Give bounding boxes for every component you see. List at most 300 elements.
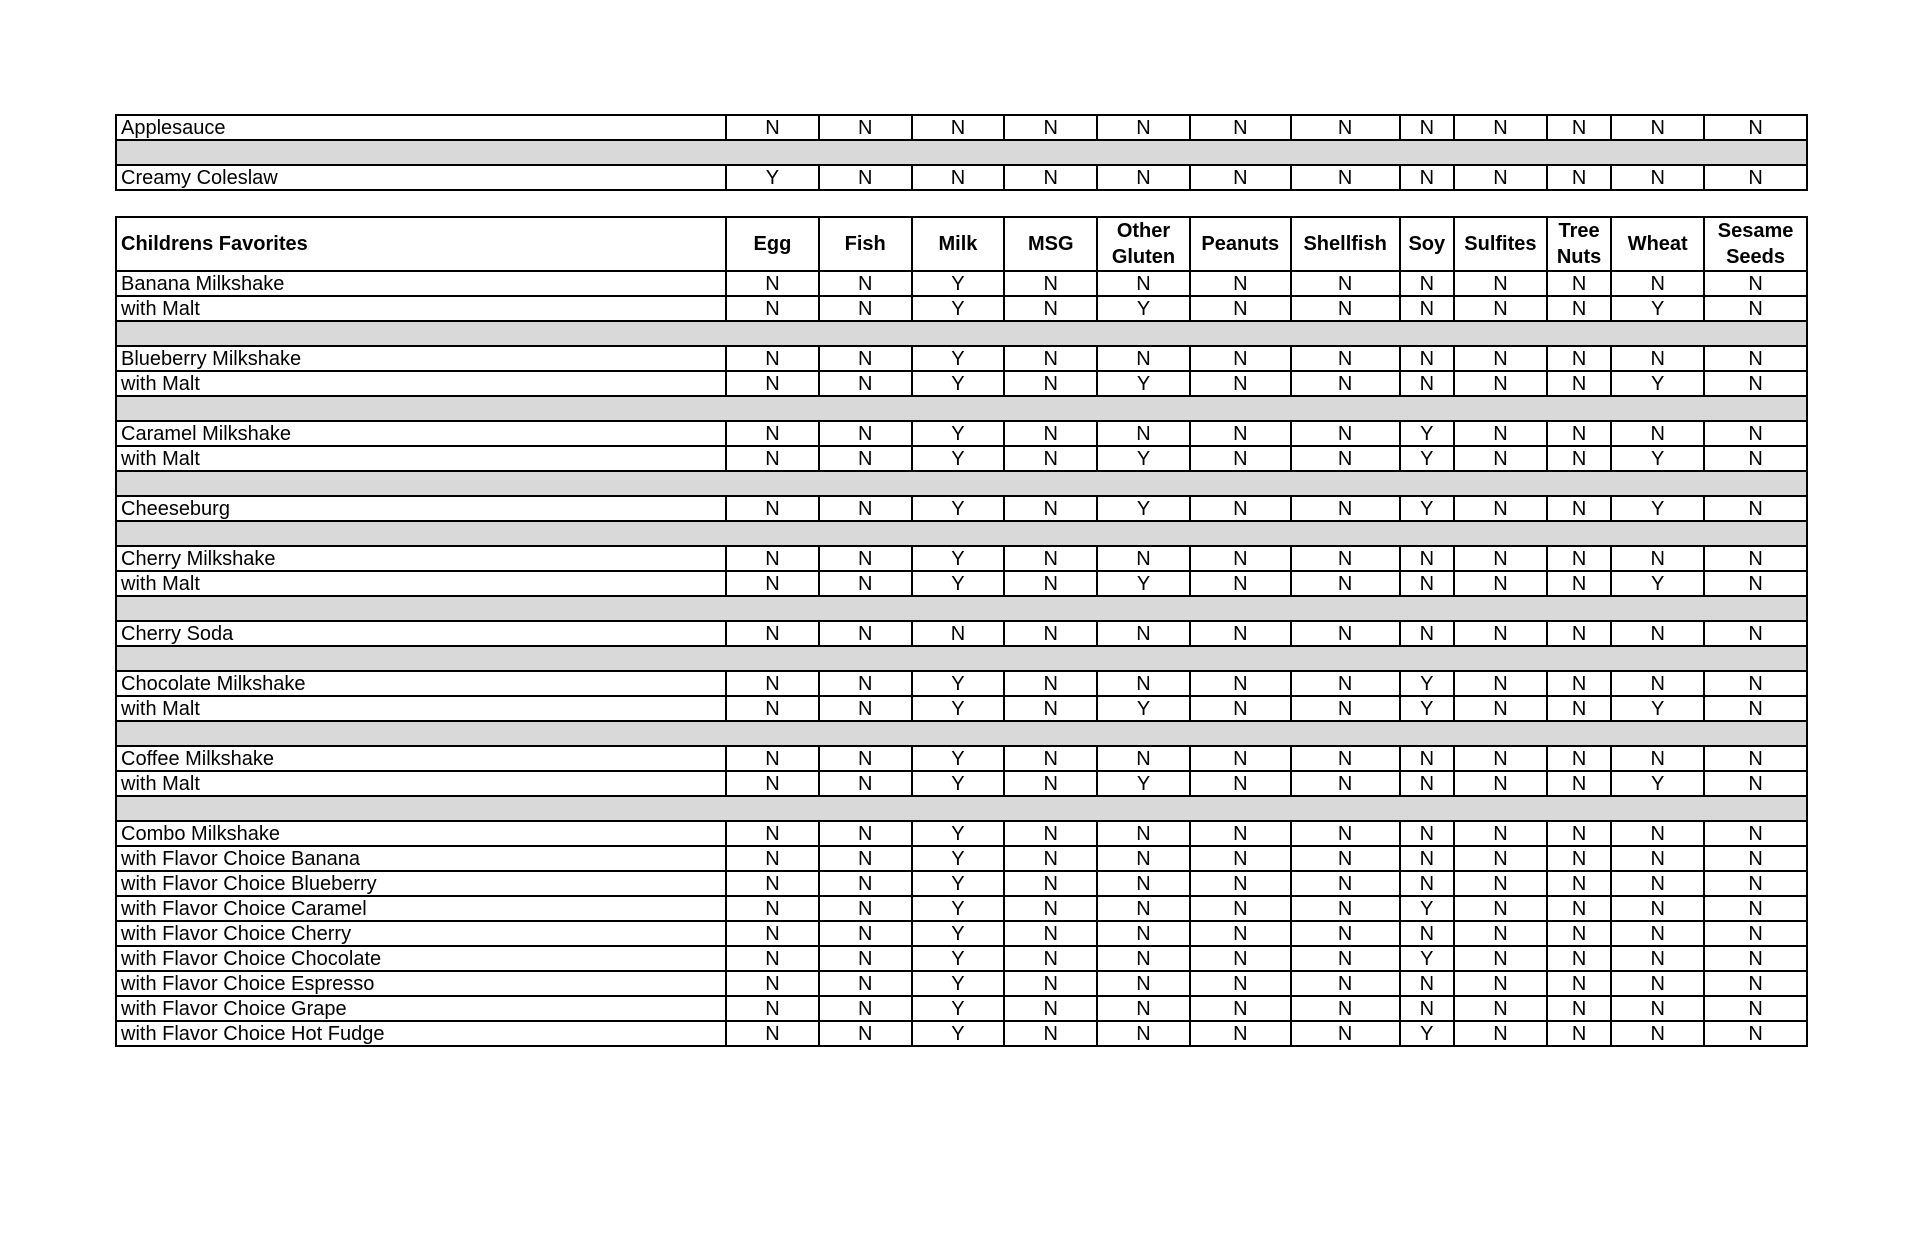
- allergen-cell-sesame-seeds: N: [1704, 896, 1807, 921]
- table-row: [116, 496, 1807, 521]
- allergen-cell-tree-nuts: N: [1547, 771, 1612, 796]
- allergen-cell-wheat: N: [1611, 896, 1704, 921]
- allergen-cell-wheat: N: [1611, 621, 1704, 646]
- allergen-cell-tree-nuts: N: [1547, 371, 1612, 396]
- allergen-cell-msg: N: [1004, 871, 1097, 896]
- allergen-cell-shellfish: N: [1291, 771, 1400, 796]
- allergen-cell-peanuts: N: [1190, 271, 1291, 296]
- allergen-cell-wheat: N: [1611, 971, 1704, 996]
- spacer-row: [116, 471, 1807, 496]
- allergen-cell-fish: N: [819, 346, 912, 371]
- allergen-cell-soy: N: [1400, 346, 1454, 371]
- allergen-cell-tree-nuts: N: [1547, 296, 1612, 321]
- table-row: [116, 996, 1807, 1021]
- allergen-cell-sesame-seeds: N: [1704, 671, 1807, 696]
- allergen-cell-egg: N: [726, 621, 819, 646]
- allergen-cell-fish: N: [819, 846, 912, 871]
- spacer-cell: [116, 521, 1807, 546]
- allergen-cell-other-gluten: N: [1097, 921, 1190, 946]
- allergen-cell-sulfites: N: [1454, 996, 1547, 1021]
- allergen-cell-msg: N: [1004, 115, 1097, 140]
- item-name: Cherry Soda: [116, 621, 726, 646]
- allergen-cell-msg: N: [1004, 671, 1097, 696]
- item-name: Blueberry Milkshake: [116, 346, 726, 371]
- allergen-cell-fish: N: [819, 821, 912, 846]
- allergen-cell-sulfites: N: [1454, 546, 1547, 571]
- allergen-cell-wheat: N: [1611, 346, 1704, 371]
- allergen-cell-other-gluten: Y: [1097, 771, 1190, 796]
- allergen-cell-sulfites: N: [1454, 746, 1547, 771]
- allergen-cell-other-gluten: Y: [1097, 696, 1190, 721]
- allergen-cell-egg: N: [726, 421, 819, 446]
- allergen-cell-peanuts: N: [1190, 165, 1291, 190]
- allergen-cell-soy: N: [1400, 771, 1454, 796]
- allergen-cell-sesame-seeds: N: [1704, 165, 1807, 190]
- allergen-cell-fish: N: [819, 971, 912, 996]
- allergen-cell-tree-nuts: N: [1547, 421, 1612, 446]
- allergen-cell-fish: N: [819, 496, 912, 521]
- spacer-cell: [116, 646, 1807, 671]
- allergen-cell-wheat: N: [1611, 671, 1704, 696]
- allergen-cell-other-gluten: N: [1097, 271, 1190, 296]
- allergen-cell-sulfites: N: [1454, 165, 1547, 190]
- allergen-cell-soy: N: [1400, 115, 1454, 140]
- item-name: with Flavor Choice Grape: [116, 996, 726, 1021]
- allergen-sheet: [115, 114, 1808, 1047]
- allergen-cell-milk: Y: [912, 971, 1005, 996]
- table-row: [116, 896, 1807, 921]
- allergen-cell-shellfish: N: [1291, 446, 1400, 471]
- spacer-cell: [116, 140, 1807, 165]
- allergen-cell-msg: N: [1004, 621, 1097, 646]
- allergen-cell-msg: N: [1004, 846, 1097, 871]
- allergen-cell-milk: Y: [912, 821, 1005, 846]
- allergen-cell-soy: Y: [1400, 896, 1454, 921]
- allergen-cell-peanuts: N: [1190, 921, 1291, 946]
- allergen-cell-msg: N: [1004, 546, 1097, 571]
- allergen-cell-shellfish: N: [1291, 821, 1400, 846]
- allergen-cell-sesame-seeds: N: [1704, 996, 1807, 1021]
- allergen-cell-msg: N: [1004, 271, 1097, 296]
- allergen-cell-other-gluten: N: [1097, 546, 1190, 571]
- allergen-cell-sulfites: N: [1454, 115, 1547, 140]
- item-name: Coffee Milkshake: [116, 746, 726, 771]
- allergen-cell-other-gluten: N: [1097, 746, 1190, 771]
- allergen-cell-tree-nuts: N: [1547, 746, 1612, 771]
- allergen-cell-egg: N: [726, 821, 819, 846]
- allergen-cell-sulfites: N: [1454, 946, 1547, 971]
- allergen-cell-shellfish: N: [1291, 971, 1400, 996]
- allergen-cell-other-gluten: Y: [1097, 371, 1190, 396]
- allergen-cell-egg: N: [726, 296, 819, 321]
- allergen-cell-msg: N: [1004, 921, 1097, 946]
- allergen-cell-milk: Y: [912, 346, 1005, 371]
- allergen-cell-msg: N: [1004, 571, 1097, 596]
- childrens-table-body: [116, 271, 1807, 1046]
- allergen-cell-other-gluten: N: [1097, 165, 1190, 190]
- allergen-cell-sesame-seeds: N: [1704, 746, 1807, 771]
- allergen-cell-sulfites: N: [1454, 371, 1547, 396]
- item-name: with Flavor Choice Hot Fudge: [116, 1021, 726, 1046]
- allergen-cell-msg: N: [1004, 946, 1097, 971]
- allergen-cell-tree-nuts: N: [1547, 165, 1612, 190]
- allergen-cell-sesame-seeds: N: [1704, 846, 1807, 871]
- allergen-cell-other-gluten: N: [1097, 621, 1190, 646]
- item-name: with Malt: [116, 296, 726, 321]
- allergen-cell-sulfites: N: [1454, 871, 1547, 896]
- allergen-cell-wheat: N: [1611, 846, 1704, 871]
- allergen-cell-tree-nuts: N: [1547, 571, 1612, 596]
- allergen-cell-sesame-seeds: N: [1704, 346, 1807, 371]
- table-row: [116, 871, 1807, 896]
- allergen-cell-soy: N: [1400, 971, 1454, 996]
- allergen-cell-msg: N: [1004, 821, 1097, 846]
- allergen-cell-other-gluten: N: [1097, 115, 1190, 140]
- spacer-row: [116, 596, 1807, 621]
- allergen-cell-fish: N: [819, 771, 912, 796]
- item-name: with Flavor Choice Blueberry: [116, 871, 726, 896]
- allergen-cell-wheat: Y: [1611, 696, 1704, 721]
- allergen-cell-milk: N: [912, 115, 1005, 140]
- allergen-cell-other-gluten: N: [1097, 971, 1190, 996]
- allergen-cell-sulfites: N: [1454, 821, 1547, 846]
- allergen-cell-sulfites: N: [1454, 696, 1547, 721]
- allergen-cell-egg: N: [726, 546, 819, 571]
- allergen-cell-other-gluten: N: [1097, 896, 1190, 921]
- allergen-cell-fish: N: [819, 271, 912, 296]
- allergen-cell-soy: Y: [1400, 696, 1454, 721]
- allergen-cell-egg: N: [726, 271, 819, 296]
- spacer-row: [116, 796, 1807, 821]
- allergen-cell-soy: N: [1400, 871, 1454, 896]
- table-row: [116, 296, 1807, 321]
- allergen-cell-tree-nuts: N: [1547, 446, 1612, 471]
- table-row: [116, 746, 1807, 771]
- allergen-cell-peanuts: N: [1190, 996, 1291, 1021]
- allergen-cell-wheat: N: [1611, 821, 1704, 846]
- allergen-cell-tree-nuts: N: [1547, 696, 1612, 721]
- item-name: Banana Milkshake: [116, 271, 726, 296]
- allergen-cell-peanuts: N: [1190, 971, 1291, 996]
- spacer-cell: [116, 596, 1807, 621]
- allergen-cell-egg: N: [726, 871, 819, 896]
- allergen-cell-egg: N: [726, 571, 819, 596]
- allergen-cell-tree-nuts: N: [1547, 346, 1612, 371]
- allergen-cell-sulfites: N: [1454, 771, 1547, 796]
- spacer-row: [116, 140, 1807, 165]
- allergen-cell-msg: N: [1004, 771, 1097, 796]
- allergen-cell-other-gluten: N: [1097, 821, 1190, 846]
- allergen-cell-fish: N: [819, 896, 912, 921]
- allergen-cell-fish: N: [819, 946, 912, 971]
- allergen-cell-fish: N: [819, 296, 912, 321]
- allergen-cell-sesame-seeds: N: [1704, 946, 1807, 971]
- allergen-cell-wheat: Y: [1611, 496, 1704, 521]
- allergen-cell-milk: Y: [912, 696, 1005, 721]
- allergen-cell-milk: Y: [912, 546, 1005, 571]
- item-name: with Flavor Choice Caramel: [116, 896, 726, 921]
- allergen-cell-sulfites: N: [1454, 846, 1547, 871]
- table-row: [116, 696, 1807, 721]
- column-header-msg: MSG: [1004, 217, 1097, 271]
- allergen-cell-peanuts: N: [1190, 296, 1291, 321]
- allergen-cell-msg: N: [1004, 996, 1097, 1021]
- spacer-row: [116, 396, 1807, 421]
- allergen-cell-sulfites: N: [1454, 571, 1547, 596]
- item-name: with Malt: [116, 371, 726, 396]
- allergen-cell-milk: Y: [912, 771, 1005, 796]
- allergen-cell-wheat: N: [1611, 871, 1704, 896]
- allergen-cell-peanuts: N: [1190, 571, 1291, 596]
- allergen-cell-other-gluten: N: [1097, 421, 1190, 446]
- allergen-cell-sesame-seeds: N: [1704, 871, 1807, 896]
- column-header-shellfish: Shellfish: [1291, 217, 1400, 271]
- column-header-soy: Soy: [1400, 217, 1454, 271]
- allergen-cell-msg: N: [1004, 296, 1097, 321]
- allergen-cell-peanuts: N: [1190, 371, 1291, 396]
- allergen-cell-other-gluten: Y: [1097, 496, 1190, 521]
- allergen-cell-egg: N: [726, 996, 819, 1021]
- allergen-cell-peanuts: N: [1190, 896, 1291, 921]
- allergen-cell-fish: N: [819, 671, 912, 696]
- allergen-cell-fish: N: [819, 746, 912, 771]
- item-name: with Flavor Choice Espresso: [116, 971, 726, 996]
- allergen-cell-msg: N: [1004, 1021, 1097, 1046]
- allergen-cell-wheat: N: [1611, 546, 1704, 571]
- allergen-cell-other-gluten: Y: [1097, 571, 1190, 596]
- allergen-cell-wheat: Y: [1611, 446, 1704, 471]
- allergen-cell-other-gluten: Y: [1097, 296, 1190, 321]
- allergen-cell-soy: N: [1400, 996, 1454, 1021]
- allergen-cell-other-gluten: N: [1097, 1021, 1190, 1046]
- allergen-cell-shellfish: N: [1291, 1021, 1400, 1046]
- allergen-cell-fish: N: [819, 446, 912, 471]
- allergen-cell-egg: N: [726, 446, 819, 471]
- allergen-cell-sesame-seeds: N: [1704, 421, 1807, 446]
- allergen-cell-soy: Y: [1400, 446, 1454, 471]
- allergen-cell-other-gluten: Y: [1097, 446, 1190, 471]
- allergen-cell-other-gluten: N: [1097, 946, 1190, 971]
- allergen-cell-other-gluten: N: [1097, 996, 1190, 1021]
- table-row: [116, 371, 1807, 396]
- allergen-cell-soy: N: [1400, 821, 1454, 846]
- allergen-cell-soy: N: [1400, 921, 1454, 946]
- allergen-cell-peanuts: N: [1190, 871, 1291, 896]
- spacer-row: [116, 321, 1807, 346]
- allergen-cell-sesame-seeds: N: [1704, 821, 1807, 846]
- table-row: [116, 946, 1807, 971]
- allergen-cell-msg: N: [1004, 421, 1097, 446]
- allergen-cell-fish: N: [819, 571, 912, 596]
- allergen-cell-milk: N: [912, 165, 1005, 190]
- allergen-cell-fish: N: [819, 546, 912, 571]
- allergen-cell-tree-nuts: N: [1547, 496, 1612, 521]
- allergen-cell-wheat: N: [1611, 746, 1704, 771]
- allergen-cell-sesame-seeds: N: [1704, 571, 1807, 596]
- item-name: Cherry Milkshake: [116, 546, 726, 571]
- allergen-cell-sulfites: N: [1454, 496, 1547, 521]
- item-name: Applesauce: [116, 115, 726, 140]
- allergen-cell-soy: Y: [1400, 671, 1454, 696]
- allergen-cell-sesame-seeds: N: [1704, 446, 1807, 471]
- allergen-cell-shellfish: N: [1291, 296, 1400, 321]
- allergen-cell-soy: Y: [1400, 496, 1454, 521]
- table-row: [116, 421, 1807, 446]
- allergen-cell-msg: N: [1004, 346, 1097, 371]
- column-header-tree-nuts: Tree Nuts: [1547, 217, 1612, 271]
- allergen-cell-sulfites: N: [1454, 446, 1547, 471]
- allergen-cell-soy: N: [1400, 371, 1454, 396]
- allergen-cell-sulfites: N: [1454, 621, 1547, 646]
- section-gap: [115, 191, 1808, 216]
- childrens-table-head: [116, 217, 1807, 271]
- allergen-cell-other-gluten: N: [1097, 871, 1190, 896]
- allergen-cell-peanuts: N: [1190, 821, 1291, 846]
- allergen-cell-fish: N: [819, 371, 912, 396]
- column-header-egg: Egg: [726, 217, 819, 271]
- allergen-cell-tree-nuts: N: [1547, 921, 1612, 946]
- allergen-cell-milk: Y: [912, 571, 1005, 596]
- allergen-cell-shellfish: N: [1291, 846, 1400, 871]
- spacer-cell: [116, 396, 1807, 421]
- allergen-cell-egg: N: [726, 771, 819, 796]
- allergen-cell-shellfish: N: [1291, 496, 1400, 521]
- allergen-cell-tree-nuts: N: [1547, 821, 1612, 846]
- allergen-cell-sesame-seeds: N: [1704, 771, 1807, 796]
- table-row: [116, 446, 1807, 471]
- allergen-cell-sesame-seeds: N: [1704, 115, 1807, 140]
- allergen-cell-tree-nuts: N: [1547, 621, 1612, 646]
- allergen-cell-sesame-seeds: N: [1704, 271, 1807, 296]
- allergen-cell-peanuts: N: [1190, 421, 1291, 446]
- allergen-cell-peanuts: N: [1190, 621, 1291, 646]
- allergen-cell-milk: Y: [912, 871, 1005, 896]
- allergen-cell-peanuts: N: [1190, 346, 1291, 371]
- item-name: with Malt: [116, 771, 726, 796]
- table-row: [116, 571, 1807, 596]
- column-header-sesame-seeds: Sesame Seeds: [1704, 217, 1807, 271]
- allergen-cell-wheat: N: [1611, 946, 1704, 971]
- allergen-cell-milk: Y: [912, 671, 1005, 696]
- allergen-cell-fish: N: [819, 421, 912, 446]
- allergen-cell-milk: Y: [912, 446, 1005, 471]
- allergen-cell-milk: Y: [912, 271, 1005, 296]
- allergen-cell-soy: N: [1400, 296, 1454, 321]
- allergen-cell-wheat: N: [1611, 921, 1704, 946]
- allergen-cell-tree-nuts: N: [1547, 996, 1612, 1021]
- allergen-cell-peanuts: N: [1190, 746, 1291, 771]
- allergen-cell-soy: N: [1400, 546, 1454, 571]
- allergen-cell-peanuts: N: [1190, 1021, 1291, 1046]
- allergen-cell-peanuts: N: [1190, 496, 1291, 521]
- allergen-cell-shellfish: N: [1291, 371, 1400, 396]
- allergen-cell-sulfites: N: [1454, 421, 1547, 446]
- item-name: Caramel Milkshake: [116, 421, 726, 446]
- allergen-cell-shellfish: N: [1291, 946, 1400, 971]
- allergen-cell-sulfites: N: [1454, 971, 1547, 996]
- allergen-cell-fish: N: [819, 1021, 912, 1046]
- item-name: Combo Milkshake: [116, 821, 726, 846]
- allergen-cell-wheat: Y: [1611, 371, 1704, 396]
- allergen-cell-msg: N: [1004, 446, 1097, 471]
- allergen-cell-egg: N: [726, 671, 819, 696]
- allergen-cell-tree-nuts: N: [1547, 671, 1612, 696]
- childrens-allergen-table: [115, 216, 1808, 1047]
- table-row: [116, 115, 1807, 140]
- table-row: [116, 346, 1807, 371]
- allergen-cell-sesame-seeds: N: [1704, 971, 1807, 996]
- column-header-milk: Milk: [912, 217, 1005, 271]
- allergen-cell-tree-nuts: N: [1547, 871, 1612, 896]
- spacer-cell: [116, 721, 1807, 746]
- allergen-cell-sulfites: N: [1454, 1021, 1547, 1046]
- allergen-cell-egg: N: [726, 696, 819, 721]
- allergen-cell-soy: Y: [1400, 421, 1454, 446]
- allergen-cell-sulfites: N: [1454, 271, 1547, 296]
- table-row: [116, 1021, 1807, 1046]
- section-title: Childrens Favorites: [116, 217, 726, 271]
- allergen-cell-shellfish: N: [1291, 921, 1400, 946]
- allergen-cell-other-gluten: N: [1097, 346, 1190, 371]
- table-row: [116, 271, 1807, 296]
- allergen-cell-egg: N: [726, 746, 819, 771]
- allergen-cell-egg: N: [726, 921, 819, 946]
- table-row: [116, 846, 1807, 871]
- item-name: with Malt: [116, 446, 726, 471]
- allergen-cell-fish: N: [819, 871, 912, 896]
- table-row: [116, 546, 1807, 571]
- allergen-cell-milk: Y: [912, 946, 1005, 971]
- table-row: [116, 771, 1807, 796]
- allergen-cell-sulfites: N: [1454, 671, 1547, 696]
- allergen-cell-egg: N: [726, 115, 819, 140]
- allergen-cell-tree-nuts: N: [1547, 546, 1612, 571]
- allergen-cell-shellfish: N: [1291, 115, 1400, 140]
- allergen-cell-wheat: Y: [1611, 296, 1704, 321]
- allergen-cell-shellfish: N: [1291, 546, 1400, 571]
- allergen-cell-egg: N: [726, 496, 819, 521]
- allergen-cell-wheat: N: [1611, 996, 1704, 1021]
- allergen-cell-milk: Y: [912, 746, 1005, 771]
- allergen-cell-sulfites: N: [1454, 921, 1547, 946]
- allergen-cell-tree-nuts: N: [1547, 846, 1612, 871]
- table-row: [116, 165, 1807, 190]
- allergen-cell-wheat: N: [1611, 271, 1704, 296]
- allergen-cell-peanuts: N: [1190, 546, 1291, 571]
- allergen-cell-milk: Y: [912, 846, 1005, 871]
- allergen-cell-peanuts: N: [1190, 696, 1291, 721]
- item-name: Chocolate Milkshake: [116, 671, 726, 696]
- allergen-cell-wheat: N: [1611, 421, 1704, 446]
- allergen-cell-shellfish: N: [1291, 696, 1400, 721]
- allergen-cell-milk: Y: [912, 371, 1005, 396]
- allergen-cell-shellfish: N: [1291, 271, 1400, 296]
- spacer-row: [116, 521, 1807, 546]
- allergen-cell-milk: Y: [912, 996, 1005, 1021]
- allergen-cell-shellfish: N: [1291, 346, 1400, 371]
- allergen-cell-peanuts: N: [1190, 115, 1291, 140]
- column-header-other-gluten: Other Gluten: [1097, 217, 1190, 271]
- allergen-cell-egg: N: [726, 896, 819, 921]
- allergen-cell-wheat: N: [1611, 165, 1704, 190]
- allergen-cell-tree-nuts: N: [1547, 271, 1612, 296]
- item-name: with Flavor Choice Chocolate: [116, 946, 726, 971]
- allergen-cell-egg: N: [726, 346, 819, 371]
- allergen-cell-milk: Y: [912, 921, 1005, 946]
- allergen-cell-wheat: Y: [1611, 571, 1704, 596]
- allergen-cell-soy: N: [1400, 621, 1454, 646]
- top-allergen-table: [115, 114, 1808, 191]
